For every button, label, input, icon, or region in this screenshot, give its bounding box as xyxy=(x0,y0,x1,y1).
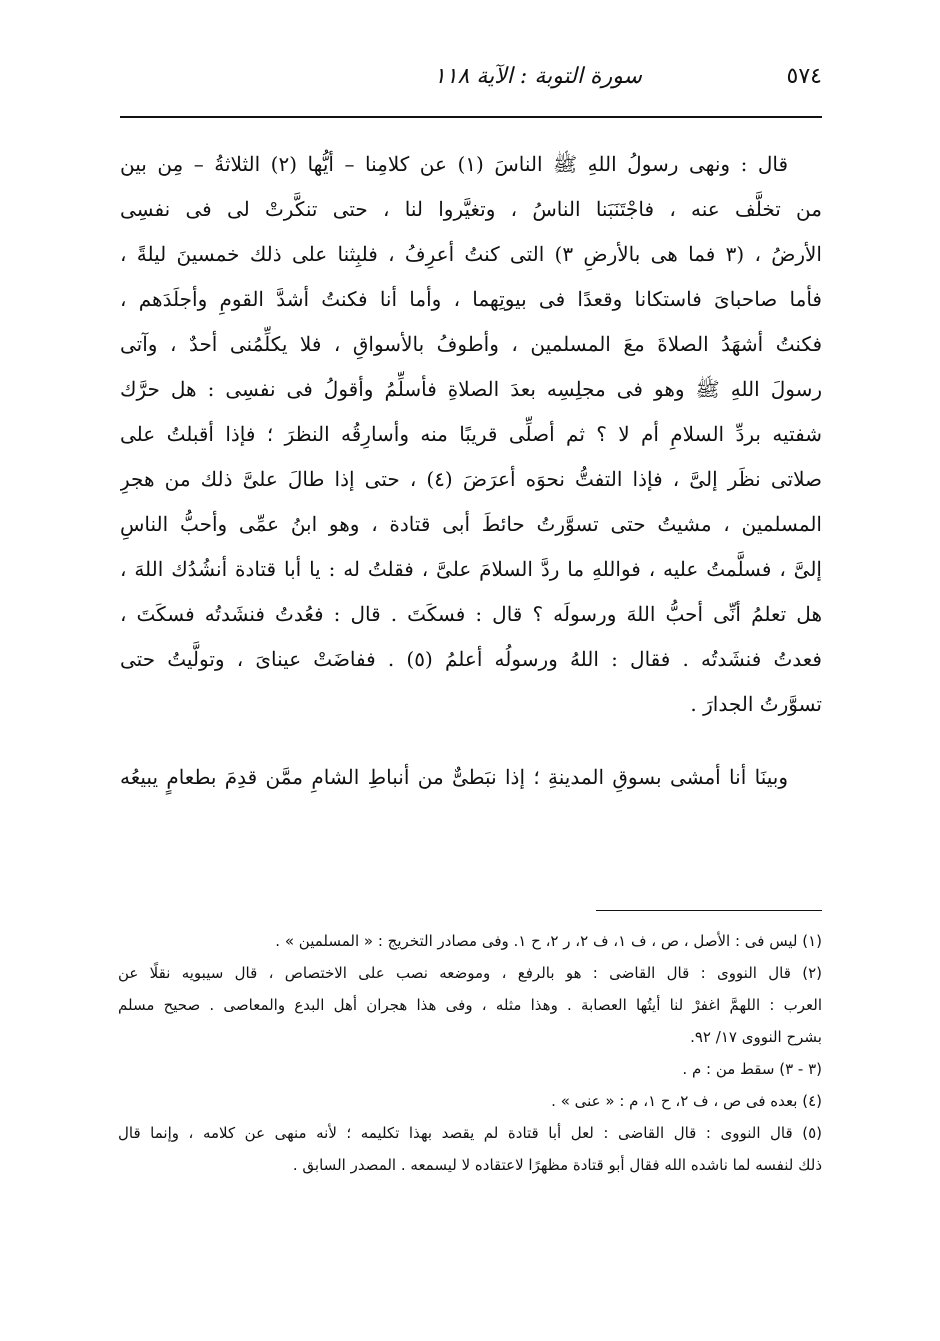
footnote-2-cont: العرب : اللهمَّ اغفرْ لنا أيتُها العصابة . وهذا مثله ، وفى هذا هجران أهل البدع والمعاصى . صحيح مسلم xyxy=(118,996,822,1014)
running-head: سورة التوبة : الآية ١١٨ xyxy=(433,64,642,89)
footnote-5: (٥) قال النووى : قال القاضى : لعل أبا قتادة لم يقصد بهذا تكليمه ؛ لأنه منهى عن كلامه ، وإنما قال xyxy=(118,1124,822,1142)
paragraph-two-line: وبينَا أنا أمشى بسوقِ المدينةِ ؛ إذا نبَطىٌّ من أنباطِ الشامِ ممَّن قدِمَ بطعامٍ يبيعُه xyxy=(120,765,788,789)
footnote-3: (٣ - ٣) سقط من : م . xyxy=(682,1060,822,1078)
text-line: فعدتُ فنشَدتُه . فقال : اللهُ ورسولُه أعلمُ (٥) . ففاضَتْ عيناىَ ، وتولَّيتُ حتى xyxy=(120,647,822,671)
text-line: الأرضُ ، (٣ فما هى بالأرضِ ٣) التى كنتُ أعرِفُ ، فلبِثنا على ذلك خمسينَ ليلةً ، xyxy=(120,242,822,266)
footnote-4: (٤) بعده فى ص ، ف ٢، ح ١، م : « عنى » . xyxy=(551,1092,822,1110)
text-line: هل تعلمُ أنِّى أحبُّ اللهَ ورسولَه ؟ قال : فسكَتَ . قال : فعُدتُ فنشَدتُه فسكَتَ ، xyxy=(120,602,822,626)
text-line: قال : ونهى رسولُ اللهِ ﷺ الناسَ (١) عن كلامِنا – أيُّها (٢) الثلاثةُ – مِن بين xyxy=(120,152,789,176)
page-header xyxy=(120,62,822,100)
text-line-last: تسوَّرتُ الجدارَ . xyxy=(690,692,822,716)
page-number: ٥٧٤ xyxy=(786,64,822,89)
text-line: صلاتى نظَر إلىَّ ، فإذا التفتُّ نحوَه أعرَضَ (٤) ، حتى إذا طالَ علىَّ ذلك من هجرِ xyxy=(120,467,822,491)
footnote-5-cont: ذلك لنفسه لما ناشده الله فقال أبو قتادة مظهرًا لاعتقاده لا ليسمعه . المصدر السابق . xyxy=(292,1156,822,1174)
header-rule xyxy=(120,116,822,118)
text-line: من تخلَّف عنه ، فاجْتَنَبَنا الناسُ ، وتغيَّروا لنا ، حتى تنكَّرتْ لى فى نفسِى xyxy=(120,197,822,221)
text-line: المسلمين ، مشيتُ حتى تسوَّرتُ حائطَ أبى قتادة ، وهو ابنُ عمِّى وأحبُّ الناسِ xyxy=(120,512,822,536)
text-line: فكنتُ أشهَدُ الصلاةَ معَ المسلمين ، وأطوفُ بالأسواقِ ، فلا يكلِّمُنى أحدٌ ، وآتى xyxy=(120,332,822,356)
text-line: شفتيه بردِّ السلامِ أم لا ؟ ثم أصلِّى قريبًا منه وأسارِقُه النظرَ ؛ فإذا أقبلتُ على xyxy=(120,422,822,446)
paragraph-gap xyxy=(120,730,822,758)
main-text xyxy=(120,145,822,803)
footnote-1: (١) ليس فى : الأصل ، ص ، ف ١، ف ٢، ر ٢، ح ١. وفى مصادر التخريج : « المسلمين » . xyxy=(275,932,822,950)
text-line: رسولَ اللهِ ﷺ وهو فى مجلِسِه بعدَ الصلاةِ فأسلِّمُ وأقولُ فى نفسِى : هل حرَّك xyxy=(120,377,822,401)
footnotes xyxy=(118,928,822,1184)
text-line: إلىَّ ، فسلَّمتُ عليه ، فواللهِ ما ردَّ السلامَ علىَّ ، فقلتُ له : يا أبا قتادة أنشُدُك اللهَ ، xyxy=(120,557,822,581)
footnote-2-cont: بشرح النووى ١٧/ ٩٢. xyxy=(690,1028,822,1046)
footnote-2: (٢) قال النووى : قال القاضى : هو بالرفع ، وموضعه نصب على الاختصاص ، قال سيبويه نقلًا عن xyxy=(118,964,822,982)
text-line: فأما صاحباىَ فاستكانا وقعدًا فى بيوتِهما ، وأما أنا فكنتُ أشدَّ القومِ وأجلَدَهم ، xyxy=(120,287,822,311)
footnote-rule xyxy=(596,910,822,911)
